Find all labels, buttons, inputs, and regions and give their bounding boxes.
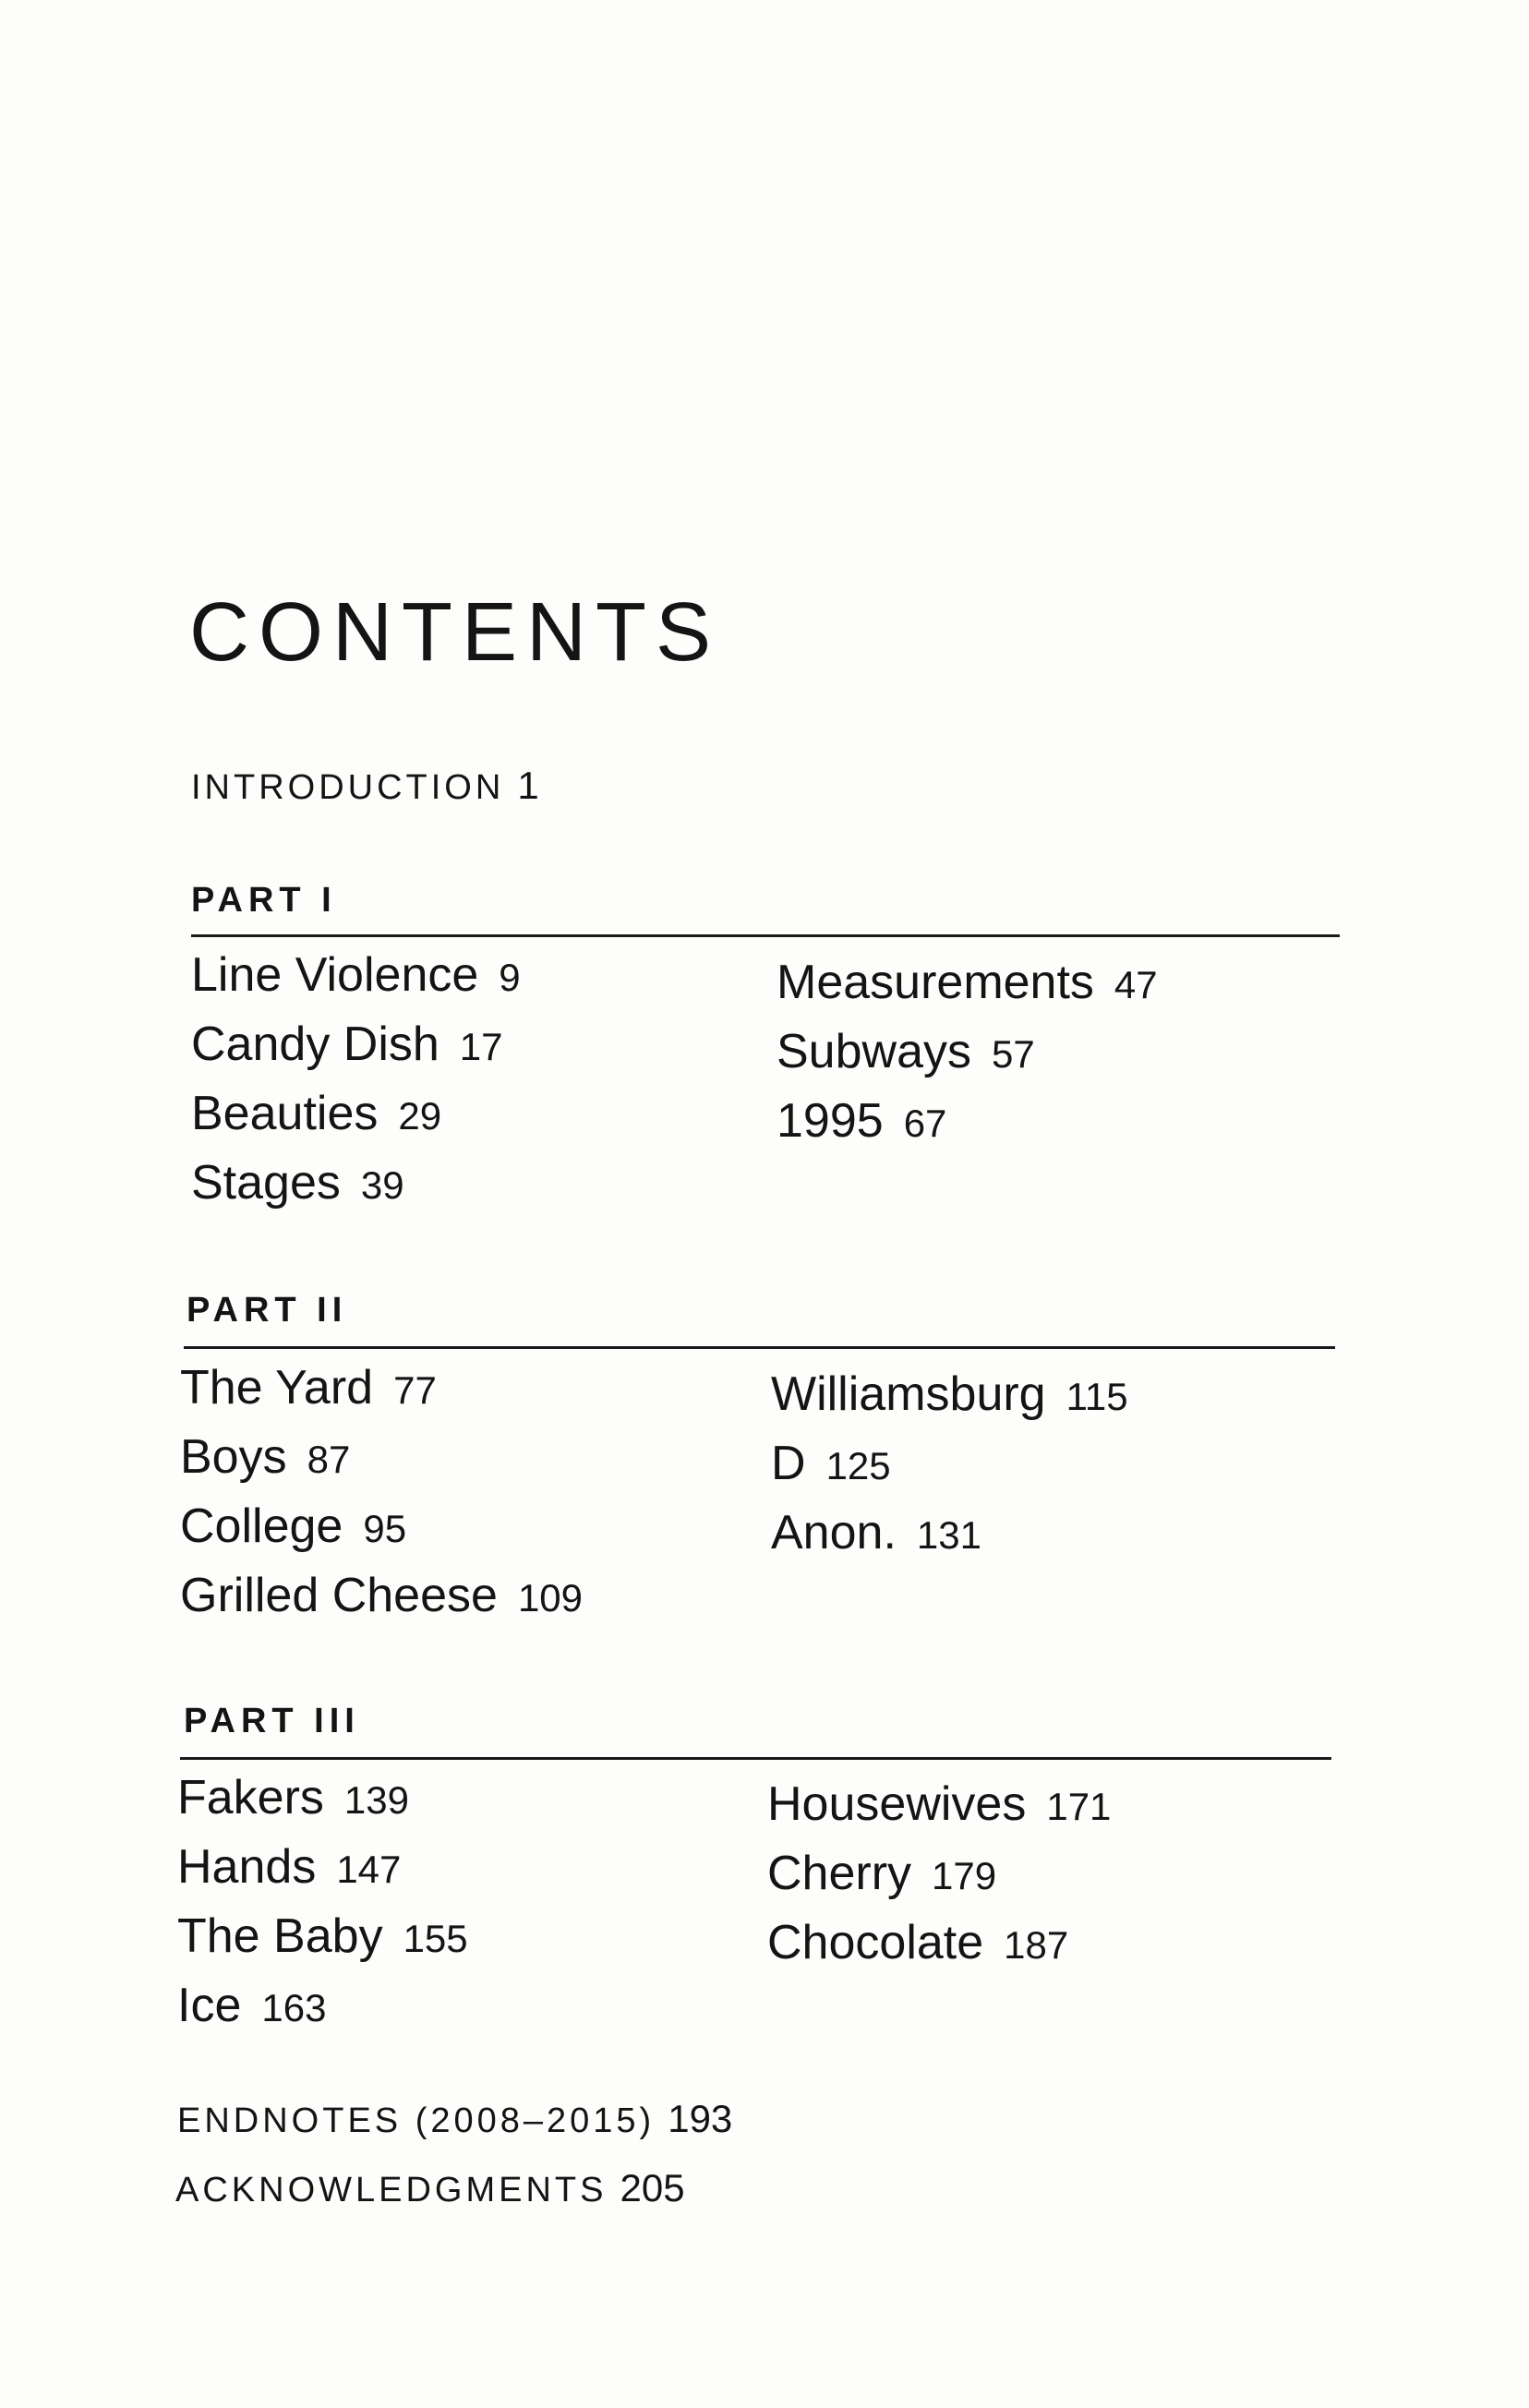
toc-entry[interactable] [767,1847,997,1900]
toc-entry[interactable] [191,948,521,1002]
entry-title: Williamsburg [771,1367,1046,1421]
entry-title: Housewives [767,1777,1027,1831]
entry-title: Ice [177,1979,242,2032]
entry-page: 47 [1114,963,1158,1006]
entry-title: Candy Dish [191,1017,439,1071]
entry-title: ACKNOWLEDGMENTS [175,2171,608,2209]
entry-page: 39 [360,1163,404,1207]
entry-title: Line Violence [191,948,479,1002]
toc-entry[interactable] [771,1367,1128,1421]
entry-title: The Yard [180,1361,374,1415]
entry-page: 131 [916,1513,981,1557]
entry-title: ENDNOTES (2008–2015) [177,2101,656,2140]
toc-entry[interactable] [771,1506,981,1559]
entry-title: The Baby [177,1909,383,1963]
toc-acknowledgments[interactable] [175,2166,685,2209]
entry-page: 125 [825,1444,891,1487]
entry-title: Hands [177,1840,317,1894]
entry-page: 155 [403,1917,468,1960]
toc-entry[interactable] [777,956,1158,1009]
toc-entry[interactable] [191,1087,442,1140]
toc-entry[interactable] [177,1771,409,1824]
entry-page: 95 [363,1507,407,1550]
toc-entry[interactable] [180,1361,437,1415]
entry-page: 147 [336,1848,402,1891]
toc-entry[interactable] [180,1569,584,1622]
entry-title: Cherry [767,1847,912,1900]
entry-page: 67 [903,1102,947,1145]
entry-title: Subways [777,1025,971,1078]
entry-page: 87 [307,1438,351,1481]
entry-page: 109 [517,1576,584,1619]
toc-introduction[interactable] [191,766,539,805]
toc-endnotes[interactable] [177,2097,733,2140]
entry-page: 1 [517,764,539,807]
entry-page: 171 [1046,1785,1112,1828]
entry-page: 115 [1065,1375,1128,1418]
entry-title: 1995 [777,1094,884,1148]
toc-entry[interactable] [767,1777,1112,1831]
toc-entry[interactable] [191,1156,404,1210]
entry-title: Anon. [771,1506,897,1559]
section-divider [184,1346,1335,1349]
entry-page: 29 [398,1094,442,1138]
part-heading: PART III [184,1702,360,1740]
toc-entry[interactable] [177,1909,468,1963]
entry-title: Measurements [777,956,1094,1009]
toc-entry[interactable] [771,1437,891,1490]
entry-page: 193 [668,2097,733,2140]
toc-entry[interactable] [777,1094,947,1148]
toc-entry[interactable] [191,1017,503,1071]
entry-title: Beauties [191,1087,379,1140]
entry-title: Stages [191,1156,341,1210]
toc-entry[interactable] [177,1979,327,2032]
entry-page: 163 [261,1986,327,2029]
entry-title: Fakers [177,1771,324,1824]
entry-page: 187 [1004,1923,1069,1967]
entry-page: 17 [459,1025,503,1068]
entry-page: 139 [343,1778,409,1822]
entry-title: D [771,1437,806,1490]
entry-page: 205 [620,2166,685,2209]
entry-title: Chocolate [767,1916,984,1969]
page-title: CONTENTS [189,586,720,679]
entry-page: 77 [393,1368,437,1412]
entry-page: 9 [499,956,521,999]
section-divider [180,1757,1331,1760]
entry-title: College [180,1499,343,1553]
toc-entry[interactable] [180,1499,407,1553]
entry-title: Boys [180,1430,287,1484]
toc-entry[interactable] [177,1840,402,1894]
part-heading: PART II [187,1291,348,1330]
toc-entry[interactable] [180,1430,351,1484]
part-heading: PART I [191,881,337,920]
entry-page: 179 [932,1854,997,1897]
entry-page: 57 [992,1032,1035,1076]
entry-title: INTRODUCTION [191,768,505,807]
section-divider [191,934,1340,937]
toc-entry[interactable] [767,1916,1069,1969]
entry-title: Grilled Cheese [180,1569,498,1622]
toc-entry[interactable] [777,1025,1035,1078]
